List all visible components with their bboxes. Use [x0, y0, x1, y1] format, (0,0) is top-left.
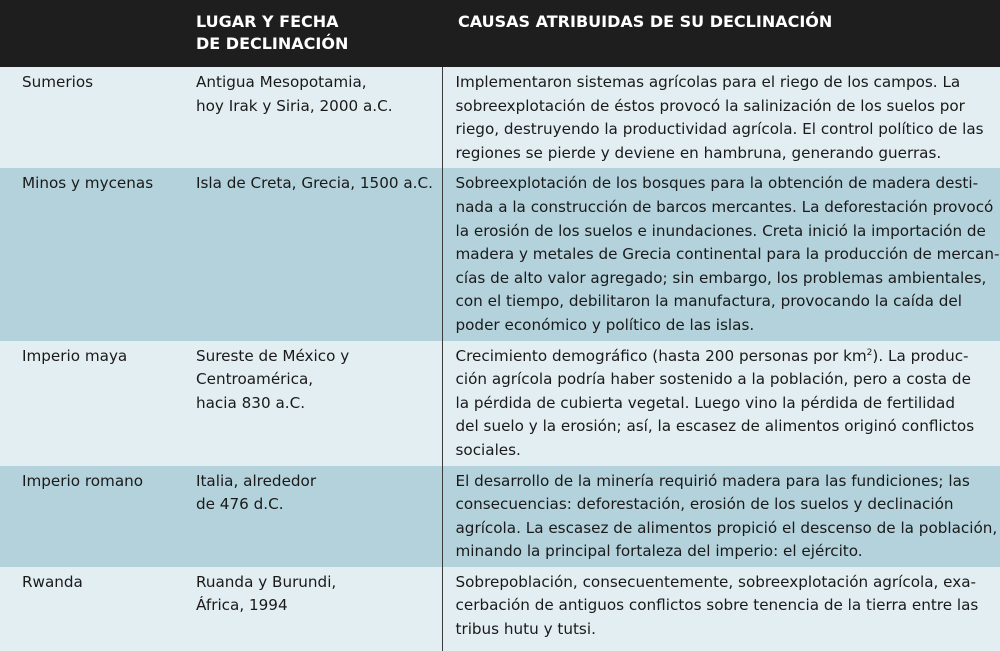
cause-line: minando la principal fortaleza del imperio: el ejército.: [455, 542, 863, 561]
cause-line: con el tiempo, debilitaron la manufactura, provocando la caída del: [455, 292, 962, 311]
causes-cell: [442, 567, 1000, 651]
header-place-date-line: LUGAR Y FECHA: [196, 12, 339, 31]
civilization-cell: Rwanda: [0, 567, 174, 651]
place-date-cell: [174, 168, 442, 340]
cause-line: Sobreexplotación de los bosques para la obtención de madera desti-: [455, 174, 979, 193]
place-line: hoy Irak y Siria, 2000 a.C.: [196, 96, 393, 115]
cause-line: la pérdida de cubierta vegetal. Luego vino la pérdida de fertilidad: [455, 393, 956, 412]
place-line: Antigua Mesopotamia,: [196, 73, 367, 91]
cause-line: del suelo y la erosión; así, la escasez de alimentos originó conflictos: [455, 417, 975, 436]
place-date-cell: [174, 341, 442, 466]
cause-line: ción agrícola podría haber sostenido a la población, pero a costa de: [455, 370, 971, 389]
cause-line: nada a la construcción de barcos mercantes. La deforestación provocó: [455, 197, 994, 216]
cause-line: la erosión de los suelos e inundaciones. Creta inició la importación de: [455, 221, 986, 240]
cause-line: Sobrepoblación, consecuentemente, sobreexplotación agrícola, exa-: [455, 572, 977, 591]
cause-line: agrícola. La escasez de alimentos propició el descenso de la población,: [455, 518, 998, 537]
cause-line: consecuencias: deforestación, erosión de los suelos y declinación: [455, 495, 954, 514]
cause-line: madera y metales de Grecia continental para la producción de mercan-: [455, 245, 1000, 264]
civilization-cell: Imperio romano: [0, 466, 174, 567]
cause-line: cías de alto valor agregado; sin embargo, los problemas ambientales,: [455, 268, 987, 287]
table-row: [0, 341, 1000, 466]
superscript-two: 2: [866, 347, 873, 358]
place-line: de 476 d.C.: [196, 495, 284, 514]
place-line: África, 1994: [196, 596, 288, 615]
cause-line: Implementaron sistemas agrícolas para el riego de los campos. La: [455, 73, 961, 91]
place-line: Italia, alrededor: [196, 471, 317, 490]
cause-line-tail: ). La produc-: [872, 346, 969, 365]
header-place-date: [174, 0, 442, 67]
cause-line: sociales.: [455, 440, 521, 459]
place-line: Isla de Creta, Grecia, 1500 a.C.: [196, 174, 433, 193]
table-row: [0, 67, 1000, 168]
causes-cell: [442, 466, 1000, 567]
cause-line: El desarrollo de la minería requirió madera para las fundiciones; las: [455, 471, 970, 490]
place-date-cell: [174, 567, 442, 651]
place-date-cell: [174, 466, 442, 567]
place-line: Sureste de México y: [196, 346, 350, 365]
cause-line: tribus hutu y tutsi.: [455, 620, 596, 639]
place-line: hacia 830 a.C.: [196, 393, 306, 412]
civilization-cell: Imperio maya: [0, 341, 174, 466]
causes-cell: [442, 341, 1000, 466]
place-line: Centroamérica,: [196, 370, 314, 389]
table-header-row: [0, 0, 1000, 67]
header-civilization: [0, 0, 174, 67]
cause-line-text: Crecimiento demográfico (hasta 200 personas por km: [455, 346, 867, 365]
place-line: Ruanda y Burundi,: [196, 572, 337, 591]
header-causes: CAUSAS ATRIBUIDAS DE SU DECLINACIÓN: [442, 0, 1000, 67]
causes-cell: [442, 168, 1000, 340]
header-place-date-line: DE DECLINACIÓN: [196, 34, 349, 53]
place-date-cell: [174, 67, 442, 168]
civilization-cell: Sumerios: [0, 67, 174, 168]
cause-line: [456, 345, 989, 369]
civilization-cell: Minos y mycenas: [0, 168, 174, 340]
cause-line: regiones se pierde y deviene en hambruna, generando guerras.: [455, 143, 942, 162]
table-row: [0, 168, 1000, 340]
cause-line: riego, destruyendo la productividad agrícola. El control político de las: [455, 120, 984, 139]
causes-cell: [442, 67, 1000, 168]
cause-line: poder económico y político de las islas.: [455, 315, 755, 334]
cause-line: sobreexplotación de éstos provocó la salinización de los suelos por: [455, 96, 965, 115]
cause-line: cerbación de antiguos conflictos sobre tenencia de la tierra entre las: [455, 596, 979, 615]
table-row: [0, 466, 1000, 567]
table-row: [0, 567, 1000, 651]
